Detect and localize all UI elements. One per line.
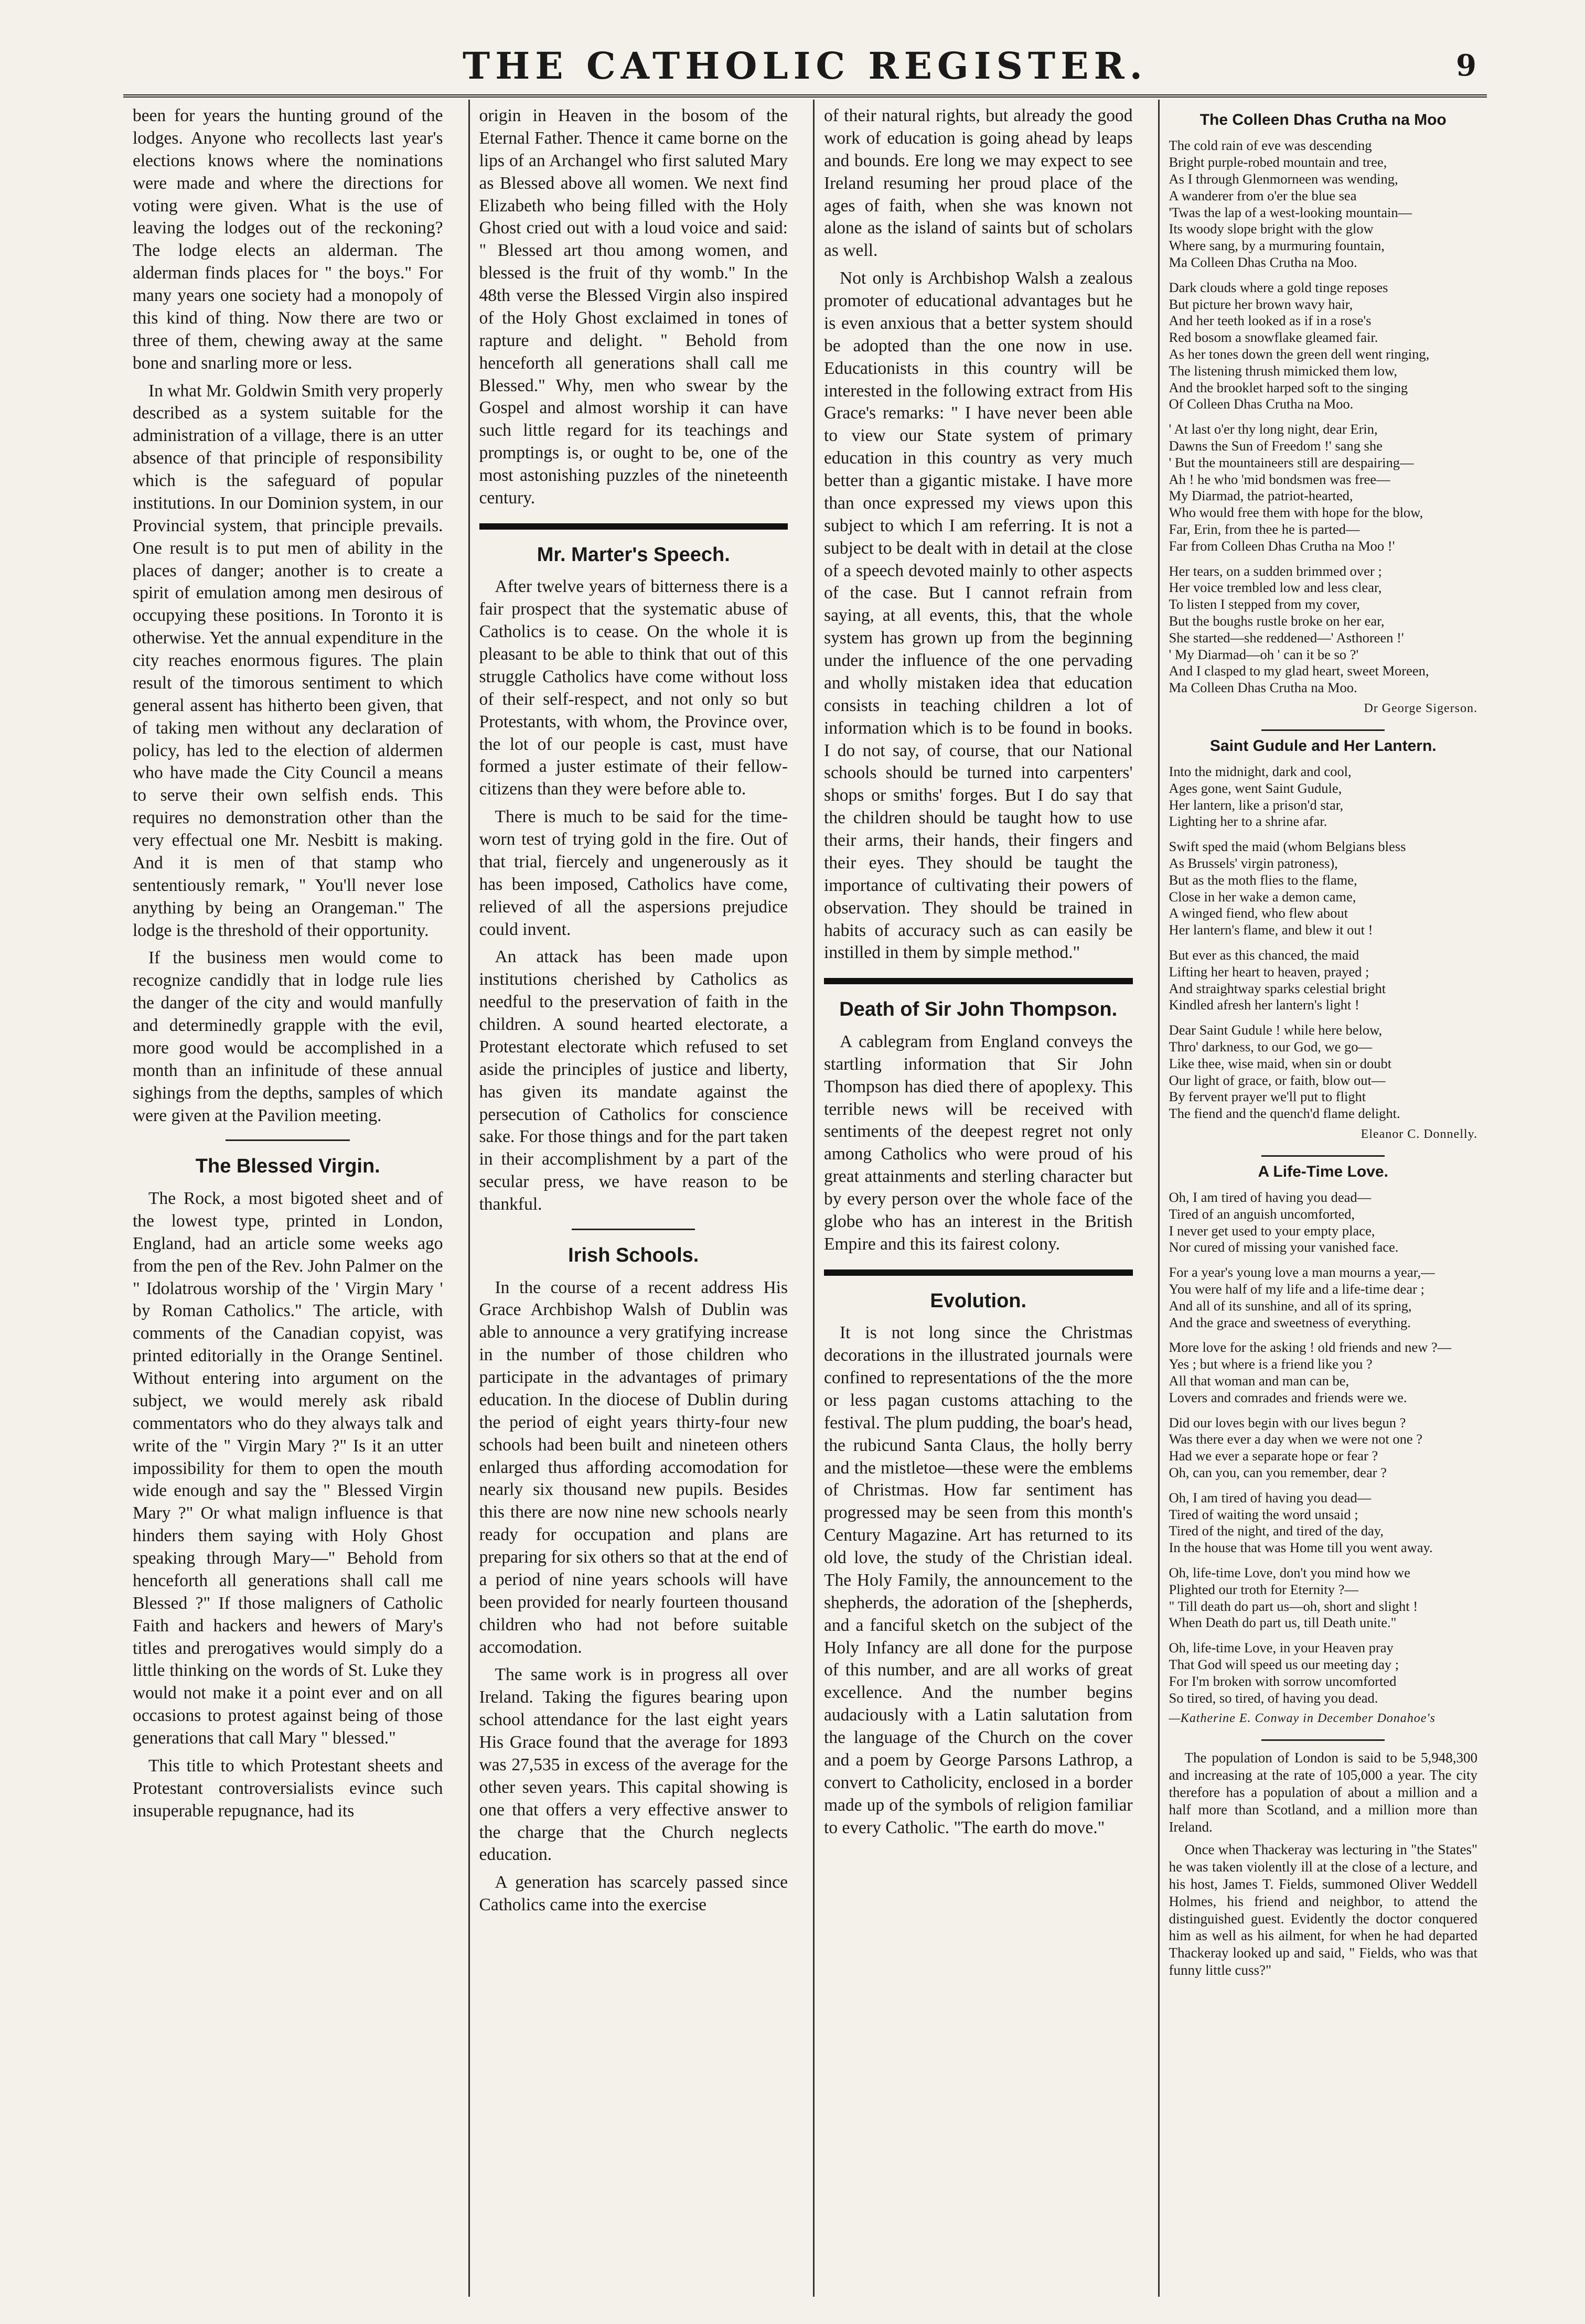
paragraph: A cablegram from England conveys the startling information that Sir John Thompson has died there of apoplexy. This terrible news will be received with sentiments of the deepest regret not only among Catholics who were proud of his great attainments and sterling character but by every person over the whole face of the globe who has an interest in the British Empire and this its fairest colony. xyxy=(824,1031,1133,1254)
poem-stanza: ' At last o'er thy long night, dear Erin, Dawns the Sun of Freedom !' sang she ' But the mountaineers still are despairing— Ah ! he who 'mid bondsmen was free— My Diarmad, the patriot-hearted, Who would free them with hope for the blow, Far, Erin, from thee he is parted— Far from Colleen Dhas Crutha na Moo !' xyxy=(1169,421,1423,554)
paragraph: The same work is in progress all over Ireland. Taking the figures bearing upon school attendance for the last eight years His Grace found that the average for 1893 was 27,535 in excess of the average for the other seven years. This capital showing is one that offers a very effective answer to the charge that the Church neglects education. xyxy=(479,1665,788,1865)
column-1 xyxy=(123,100,453,2297)
poem-stanza: Her tears, on a sudden brimmed over ; Her voice trembled low and less clear, To listen I stepped from my cover, But the boughs rustle broke on her ear, She started—she reddened—' Asthoreen !' ' My Diarmad—oh ' can it be so ?' And I clasped to my glad heart, sweet Moreen, Ma Colleen Dhas Crutha na Moo. xyxy=(1169,563,1429,696)
article-heading: Irish Schools. xyxy=(568,1244,699,1266)
paragraph: The population of London is said to be 5,948,300 and increasing at the rate of 105,000 a year. The city therefore has a population of about a million and a half more than Scotland, and a million more than Ireland. xyxy=(1169,1750,1477,1835)
poem-stanza: Into the midnight, dark and cool, Ages gone, went Saint Gudule, Her lantern, like a prison'd star, Lighting her to a shrine afar. xyxy=(1169,763,1352,830)
column-2 xyxy=(468,100,798,2297)
paragraph: There is much to be said for the time-worn test of trying gold in the fire. Out of that trial, fiercely and ungenerously as it has been imposed, Catholics have come, relieved of all the aspersions prejudice could invent. xyxy=(479,807,788,939)
poem-stanza: Oh, I am tired of having you dead— Tired of an anguish uncomforted, I never get used to your empty place, Nor cured of missing your vanished face. xyxy=(1169,1189,1399,1255)
poem-stanza: Oh, life-time Love, don't you mind how we Plighted our troth for Eternity ?— " Till death do part us—oh, short and slight ! When Death do part us, till Death unite." xyxy=(1169,1564,1418,1631)
paragraph: If the business men would come to recognize candidly that in lodge rule lies the danger of the city and would manfully and determinedly grapple with the evil, more good would be accomplished in a month than an infinitude of these annual sighings from the depths, samples of which were given at the Pavilion meeting. xyxy=(133,948,443,1125)
divider xyxy=(479,523,788,530)
paragraph: The Rock, a most bigoted sheet and of the lowest type, printed in London, England, had an article some weeks ago from the pen of the Rev. John Palmer on the " Idolatrous worship of the ' Virgin Mary ' by Roman Catholics." The article, with comments of the Canadian copyist, was printed editorially in the Orange Sentinel. Without entering into argument on the subject, we would merely ask ribald commentators who do they always talk and write of the " Virgin Mary ?" Is it an utter impossibility for them to open the mouth wide enough and say the " Blessed Virgin Mary ?" Or what malign influence is that hinders them saying with Holy Ghost speaking through Mary—" Behold from henceforth all generations shall call me Blessed ?" If those maligners of Catholic Faith and hackers and hewers of Mary's titles and prerogatives would simply do a little thinking on the words of St. Luke they would not make it a point ever and on all occasions to protest against being of those generations that call Mary " blessed." xyxy=(133,1189,443,1748)
article-heading: Mr. Marter's Speech. xyxy=(537,543,730,566)
poem-stanza: The cold rain of eve was descending Bright purple-robed mountain and tree, As I through Glenmorneen was wending, A wanderer from o'er the blue sea 'Twas the lap of a west-looking mountain— Its woody slope bright with the glow Where sang, by a murmuring fountain, Ma Colleen Dhas Crutha na Moo. xyxy=(1169,137,1412,270)
article-heading: Evolution. xyxy=(930,1289,1027,1312)
page-number: 9 xyxy=(1456,48,1476,83)
poem-stanza: Did our loves begin with our lives begun ? Was there ever a day when we were not one ? Had we ever a separate hope or fear ? Oh, can you, can you remember, dear ? xyxy=(1169,1414,1422,1480)
poem-author: Dr George Sigerson. xyxy=(1364,701,1477,715)
divider xyxy=(824,978,1133,984)
poem-stanza: Oh, I am tired of having you dead— Tired of waiting the word unsaid ; Tired of the night, and tired of the day, In the house that was Home till you went away. xyxy=(1169,1489,1433,1556)
paragraph: This title to which Protestant sheets and Protestant controversialists evince such insuperable repugnance, had its xyxy=(133,1756,443,1821)
poem-stanza: Oh, life-time Love, in your Heaven pray That God will speed us our meeting day ; For I'm broken with sorrow uncomforted So tired, so tired, of having you dead. xyxy=(1169,1640,1399,1706)
poem xyxy=(1169,763,1478,1122)
article-heading: The Blessed Virgin. xyxy=(195,1155,380,1178)
poem-stanza: Dark clouds where a gold tinge reposes But picture her brown wavy hair, And her teeth looked as if in a rose's Red bosom a snowflake gleamed fair. As her tones down the green dell went ringing, The listening thrush mimicked them low, And the brooklet harped soft to the singing Of Colleen Dhas Crutha na Moo. xyxy=(1169,279,1430,412)
poem-stanza: Dear Saint Gudule ! while here below, Thro' darkness, to our God, we go— Like thee, wise maid, when sin or doubt Our light of grace, or faith, blow out— By fervent prayer we'll put to flight The fiend and the quench'd flame delight. xyxy=(1169,1022,1400,1122)
article-heading: Death of Sir John Thompson. xyxy=(839,998,1118,1021)
paragraph: origin in Heaven in the bosom of the Eternal Father. Thence it came borne on the lips of an Archangel who first saluted Mary as Blessed above all women. We next find Elizabeth who being filled with the Holy Ghost cried out with a loud voice and said: " Blessed art thou among women, and blessed is the fruit of thy womb." In the 48th verse the Blessed Virgin also inspired of the Holy Ghost exclaimed in tones of rapture and delight. " Behold from henceforth all generations shall call me Blessed." Why, men who swear by the Gospel and almost worship it can have such little regard for its teachings and promptings is, or ought to be, one of the most astonishing puzzles of the nineteenth century. xyxy=(479,106,788,508)
poem-author: —Katherine E. Conway in December Donahoe's xyxy=(1169,1712,1436,1726)
poem-stanza: But ever as this chanced, the maid Lifting her heart to heaven, prayed ; And straightway sparks celestial bright Kindled afresh her lantern's light ! xyxy=(1169,946,1386,1013)
divider xyxy=(572,1229,695,1230)
column-4 xyxy=(1158,100,1487,2297)
poem-title: A Life-Time Love. xyxy=(1258,1163,1388,1180)
divider xyxy=(1261,1739,1385,1741)
newspaper-title: THE CATHOLIC REGISTER. xyxy=(463,44,1148,88)
divider xyxy=(226,1139,350,1141)
poem-stanza: Swift sped the maid (whom Belgians bless As Brussels' virgin patroness), But as the moth flies to the flame, Close in her wake a demon came, A winged fiend, who flew about Her lantern's flame, and blew it out ! xyxy=(1169,838,1406,938)
paragraph: It is not long since the Christmas decorations in the illustrated journals were confined to representations of the the more or less pagan customs attaching to the festival. The plum pudding, the boar's head, the rubicund Santa Claus, the holly berry and the mistletoe—these were the emblems of Christmas. How far sentiment has progressed may be seen from this month's Century Magazine. Art has returned to its old love, the study of the Christian ideal. The Holy Family, the announcement to the shepherds, the adoration of the [shepherds, and a fanciful sketch on the subject of the Holy Infancy are all done for the purpose of this number, and are all works of great excellence. And the number begins audaciously with a Latin salutation from the language of the Church on the cover and a poem by George Parsons Lathrop, a convert to Catholicity, enclosed in a border made up of the symbols of religion familiar to every Catholic. "The earth do move." xyxy=(824,1323,1133,1837)
paragraph: been for years the hunting ground of the lodges. Anyone who recollects last year's elections knows where the nominations were made and where the directions for voting were given. What is the use of leaving the lodges out of the reckoning? The lodge elects an alderman. The alderman finds places for " the boys." For many years one society had a monopoly of this kind of thing. Now there are two or three of them, chewing away at the same bone and snarling more or less. xyxy=(133,106,443,373)
divider xyxy=(1261,729,1385,731)
poem xyxy=(1169,1189,1478,1706)
paragraph: In what Mr. Goldwin Smith very properly described as a system suitable for the administration of a village, there is an utter absence of that principle of responsibility which is the safeguard of popular institutions. In our Dominion system, in our Provincial system, that principle prevails. One result is to put men of ability in the places of danger; another is to create a spirit of emulation among men desirous of occupying these positions. In Toronto it is otherwise. Yet the annual expenditure in the city reaches enormous figures. The plain result of the timorous sentiment to which general assent has hitherto been given, that of taking men without any declaration of policy, has led to the election of aldermen who have made the City Council a means to serve their own selfish ends. This requires no demonstration other than the very effectual one Mr. Nesbitt is making. And it is men of that stamp who sententiously remark, " You'll never lose anything by being an Orangeman." The lodge is the threshold of their opportunity. xyxy=(133,381,443,940)
poem-title: The Colleen Dhas Crutha na Moo xyxy=(1200,111,1447,128)
paragraph: An attack has been made upon institutions cherished by Catholics as needful to the preservation of faith in the children. A sound hearted electorate, a Protestant electorate which refused to set aside the principles of justice and liberty, has given its mandate against the persecution of Catholics for conscience sake. For those things and for the part taken in their accomplishment by a part of the secular press, we have reason to be thankful. xyxy=(479,947,788,1214)
poem xyxy=(1169,137,1478,696)
masthead xyxy=(123,37,1487,98)
poem-title: Saint Gudule and Her Lantern. xyxy=(1209,737,1437,755)
paragraph: Once when Thackeray was lecturing in "the States" he was taken violently ill at the close of a lecture, and his host, James T. Fields, summoned Oliver Weddell Holmes, his friend and neighbor, to attend the distinguished guest. Evidently the doctor conquered him as well as his ailment, for when he had departed Thackeray looked up and said, " Fields, who was that funny little cuss?" xyxy=(1169,1841,1477,1978)
paragraph: After twelve years of bitterness there is a fair prospect that the systematic abuse of Catholics is to cease. On the whole it is pleasant to be able to think that out of this struggle Catholics have come without loss of their self-respect, and not only so but Protestants, with whom, the Province over, the lot of our people is cast, must have formed a juster estimate of their fellow-citizens than they were before able to. xyxy=(479,577,788,799)
poem-author: Eleanor C. Donnelly. xyxy=(1361,1127,1477,1141)
paragraph: In the course of a recent address His Grace Archbishop Walsh of Dublin was able to announce a very gratifying increase in the number of those children who participate in the advantages of primary education. In the diocese of Dublin during the period of eight years thirty-four new schools had been built and nineteen others enlarged thus affording accomodation for nearly six thousand new pupils. Besides this there are now nine new schools nearly ready for occupation and plans are preparing for six others so that at the end of a period of nine years schools will have been provided for nearly fourteen thousand children who had not before suitable accomodation. xyxy=(479,1277,788,1657)
divider xyxy=(1261,1155,1385,1157)
poem-stanza: For a year's young love a man mourns a year,— You were half of my life and a life-time dear ; And all of its sunshine, and all of its spring, And the grace and sweetness of everything. xyxy=(1169,1264,1435,1330)
poem-stanza: More love for the asking ! old friends and new ?— Yes ; but where is a friend like you ? All that woman and man can be, Lovers and comrades and friends were we. xyxy=(1169,1339,1452,1405)
page-columns xyxy=(123,100,1487,2297)
paragraph: of their natural rights, but already the good work of education is going ahead by leaps and bounds. Ere long we may expect to see Ireland resuming her proud place of the ages of faith, when she was known not alone as the island of saints but of scholars as well. xyxy=(824,106,1133,261)
divider xyxy=(824,1269,1133,1276)
paragraph: A generation has scarcely passed since Catholics came into the exercise xyxy=(479,1873,788,1915)
column-3 xyxy=(813,100,1142,2297)
paragraph: Not only is Archbishop Walsh a zealous promoter of educational advantages but he is even anxious that a better system should be adopted than the one now in use. Educationists in this country will be interested in the following extract from His Grace's remarks: " I have never been able to view our State system of primary education in this country as very much better than a gigantic mistake. I have more than once expressed my views upon this subject to which I am referring. It is not a subject to be dealt with in detail at the close of a speech devoted mainly to other aspects of the case. But I cannot refrain from saying, at all events, this, that the whole system has grown up from the beginning under the influence of the one pervading and wholly mistaken idea that education consists in teaching children a lot of information which is to be found in books. I do not say, of course, that our National schools should be turned into carpenters' shops or smiths' forges. But I do say that the children should be taught how to use their arms, their hands, their fingers and their eyes. They should be taught the importance of cultivating their powers of observation. They should be trained in habits of accuracy such as can easily be instilled in them by simple method." xyxy=(824,268,1133,963)
